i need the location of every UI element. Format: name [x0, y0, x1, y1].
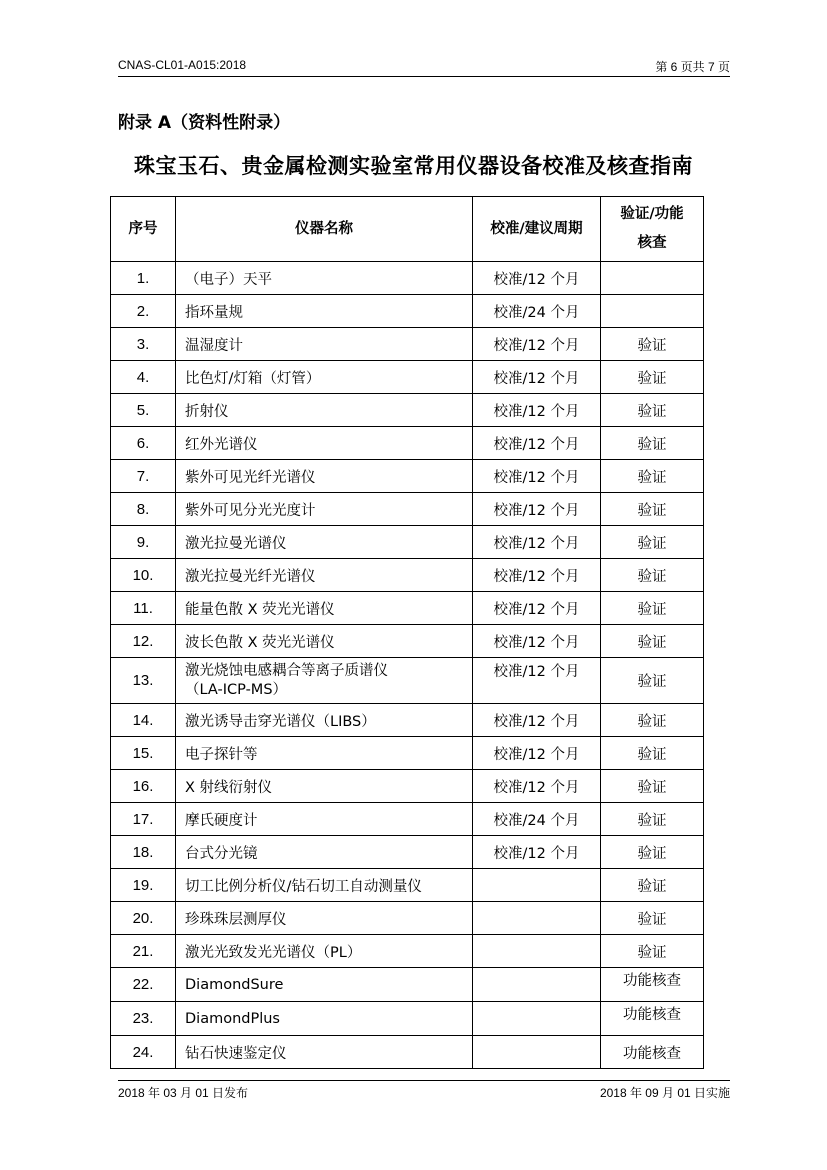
table-row: [111, 869, 704, 902]
table-row: [111, 625, 704, 658]
cell-instrument-name: 紫外可见光纤光谱仪: [176, 460, 473, 493]
header-verification-line2: 核查: [637, 235, 667, 251]
cell-calibration: 校准/12 个月: [473, 526, 601, 559]
cell-verification: 验证: [601, 658, 704, 704]
cell-verification: 功能核查: [601, 1036, 704, 1069]
cell-calibration: [473, 968, 601, 1002]
cell-instrument-name: 能量色散 X 荧光光谱仪: [176, 592, 473, 625]
cell-no: 22.: [111, 968, 176, 1002]
cell-verification: 验证: [601, 625, 704, 658]
page-info: 第 6 页共 7 页: [655, 60, 730, 74]
cell-verification: 验证: [601, 361, 704, 394]
cell-instrument-name: 激光光致发光光谱仪（PL）: [176, 935, 473, 968]
instrument-name-line2: （LA-ICP-MS）: [185, 681, 288, 698]
cell-instrument-name: 电子探针等: [176, 737, 473, 770]
cell-instrument-name: 红外光谱仪: [176, 427, 473, 460]
table-row: [111, 328, 704, 361]
cell-no: 1.: [111, 262, 176, 295]
cell-no: 7.: [111, 460, 176, 493]
cell-no: 5.: [111, 394, 176, 427]
cell-calibration: 校准/12 个月: [473, 427, 601, 460]
issued-date: 2018 年 03 月 01 日发布: [118, 1086, 249, 1100]
cell-verification: [601, 262, 704, 295]
table-row: [111, 902, 704, 935]
header-calibration: 校准/建议周期: [473, 197, 601, 262]
cell-instrument-name: [176, 658, 473, 704]
cell-no: 6.: [111, 427, 176, 460]
table-row: [111, 935, 704, 968]
cell-calibration: 校准/12 个月: [473, 737, 601, 770]
cell-verification: 验证: [601, 394, 704, 427]
cell-calibration: 校准/24 个月: [473, 295, 601, 328]
table-row: [111, 968, 704, 1002]
table-row: [111, 427, 704, 460]
cell-calibration: 校准/12 个月: [473, 658, 601, 704]
header-divider: [118, 76, 730, 77]
cell-calibration: 校准/12 个月: [473, 262, 601, 295]
cell-verification: 验证: [601, 526, 704, 559]
table-row: [111, 1036, 704, 1069]
cell-no: 15.: [111, 737, 176, 770]
page-header: [118, 58, 730, 76]
cell-no: 13.: [111, 658, 176, 704]
table-row: [111, 361, 704, 394]
cell-instrument-name: 紫外可见分光光度计: [176, 493, 473, 526]
cell-instrument-name: 激光诱导击穿光谱仪（LIBS）: [176, 704, 473, 737]
table-row: [111, 295, 704, 328]
doc-code: CNAS-CL01-A015:2018: [118, 58, 247, 72]
cell-no: 4.: [111, 361, 176, 394]
cell-calibration: 校准/12 个月: [473, 592, 601, 625]
cell-instrument-name: DiamondSure: [176, 968, 473, 1002]
cell-verification: 验证: [601, 328, 704, 361]
cell-verification: 验证: [601, 803, 704, 836]
cell-verification: [601, 295, 704, 328]
cell-no: 8.: [111, 493, 176, 526]
table-row: [111, 460, 704, 493]
instrument-table: [110, 196, 704, 1069]
cell-no: 16.: [111, 770, 176, 803]
cell-verification: 验证: [601, 737, 704, 770]
cell-verification: 功能核查: [601, 1002, 704, 1036]
cell-instrument-name: 指环量规: [176, 295, 473, 328]
cell-instrument-name: 折射仪: [176, 394, 473, 427]
cell-calibration: 校准/12 个月: [473, 625, 601, 658]
cell-verification: 验证: [601, 770, 704, 803]
cell-no: 18.: [111, 836, 176, 869]
cell-verification: 验证: [601, 935, 704, 968]
instrument-name-line1: 激光烧蚀电感耦合等离子质谱仪: [185, 662, 388, 679]
cell-calibration: 校准/12 个月: [473, 493, 601, 526]
cell-instrument-name: 激光拉曼光纤光谱仪: [176, 559, 473, 592]
cell-calibration: 校准/12 个月: [473, 394, 601, 427]
cell-instrument-name: （电子）天平: [176, 262, 473, 295]
cell-instrument-name: X 射线衍射仪: [176, 770, 473, 803]
table-row: [111, 770, 704, 803]
cell-instrument-name: 钻石快速鉴定仪: [176, 1036, 473, 1069]
cell-calibration: [473, 869, 601, 902]
header-verification: [601, 197, 704, 262]
cell-instrument-name: 温湿度计: [176, 328, 473, 361]
appendix-label: 附录 A（资料性附录）: [118, 113, 291, 133]
cell-instrument-name: 台式分光镜: [176, 836, 473, 869]
table-row: [111, 559, 704, 592]
cell-instrument-name: 波长色散 X 荧光光谱仪: [176, 625, 473, 658]
cell-verification: 验证: [601, 704, 704, 737]
cell-no: 24.: [111, 1036, 176, 1069]
table-row: [111, 836, 704, 869]
cell-no: 14.: [111, 704, 176, 737]
cell-no: 20.: [111, 902, 176, 935]
cell-verification: 验证: [601, 869, 704, 902]
cell-instrument-name: 激光拉曼光谱仪: [176, 526, 473, 559]
table-row: [111, 592, 704, 625]
cell-verification: 功能核查: [601, 968, 704, 1002]
cell-instrument-name: DiamondPlus: [176, 1002, 473, 1036]
header-name: 仪器名称: [176, 197, 473, 262]
cell-no: 10.: [111, 559, 176, 592]
cell-no: 12.: [111, 625, 176, 658]
table-row: [111, 704, 704, 737]
cell-no: 2.: [111, 295, 176, 328]
cell-verification: 验证: [601, 592, 704, 625]
table-header-row: [111, 197, 704, 262]
cell-calibration: [473, 902, 601, 935]
cell-no: 21.: [111, 935, 176, 968]
header-no: 序号: [111, 197, 176, 262]
cell-instrument-name: 摩氏硬度计: [176, 803, 473, 836]
cell-instrument-name: 珍珠珠层测厚仪: [176, 902, 473, 935]
table-row: [111, 737, 704, 770]
table-row: [111, 803, 704, 836]
table-row: [111, 526, 704, 559]
cell-no: 11.: [111, 592, 176, 625]
cell-verification: 验证: [601, 427, 704, 460]
cell-calibration: 校准/12 个月: [473, 704, 601, 737]
table-row: [111, 658, 704, 704]
cell-calibration: 校准/24 个月: [473, 803, 601, 836]
cell-no: 9.: [111, 526, 176, 559]
cell-calibration: 校准/12 个月: [473, 770, 601, 803]
cell-calibration: 校准/12 个月: [473, 361, 601, 394]
table-row: [111, 1002, 704, 1036]
cell-instrument-name: 切工比例分析仪/钻石切工自动测量仪: [176, 869, 473, 902]
cell-calibration: 校准/12 个月: [473, 559, 601, 592]
footer-divider: [118, 1080, 730, 1081]
cell-no: 3.: [111, 328, 176, 361]
table-body: [111, 262, 704, 1069]
cell-calibration: [473, 1002, 601, 1036]
cell-verification: 验证: [601, 902, 704, 935]
cell-calibration: [473, 935, 601, 968]
header-verification-line1: 验证/功能: [620, 206, 684, 222]
cell-verification: 验证: [601, 559, 704, 592]
cell-calibration: [473, 1036, 601, 1069]
cell-verification: 验证: [601, 493, 704, 526]
cell-calibration: 校准/12 个月: [473, 328, 601, 361]
cell-no: 19.: [111, 869, 176, 902]
table-row: [111, 493, 704, 526]
cell-no: 17.: [111, 803, 176, 836]
cell-verification: 验证: [601, 836, 704, 869]
cell-verification: 验证: [601, 460, 704, 493]
cell-calibration: 校准/12 个月: [473, 836, 601, 869]
page-title: 珠宝玉石、贵金属检测实验室常用仪器设备校准及核查指南: [134, 154, 693, 178]
cell-calibration: 校准/12 个月: [473, 460, 601, 493]
effective-date: 2018 年 09 月 01 日实施: [599, 1086, 730, 1100]
table-row: [111, 394, 704, 427]
cell-instrument-name: 比色灯/灯箱（灯管）: [176, 361, 473, 394]
table-row: [111, 262, 704, 295]
cell-no: 23.: [111, 1002, 176, 1036]
